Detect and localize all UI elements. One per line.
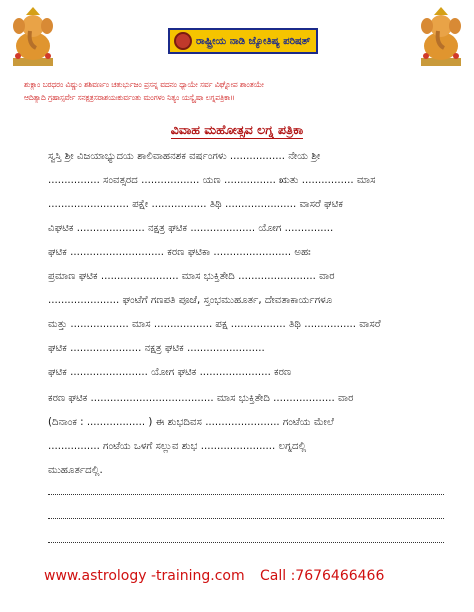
form-line: ......................... ಪಕ್ಷೇ ................. ತಿಥಿ ...................... ವಾಸರೆ ಘಟಿಕ xyxy=(48,199,343,210)
blank-dotted-line xyxy=(48,542,444,543)
page-heading xyxy=(0,122,474,138)
form-line: ಪ್ರಮಾಣ ಘಟಿಕ ........................ ಮಾಸ ಭುಕ್ತಿತೇದಿ ........................ ವಾರ xyxy=(48,271,335,282)
footer-phone: Call :7676466466 xyxy=(260,568,385,584)
blank-dotted-line xyxy=(48,518,444,519)
seal-icon xyxy=(174,32,192,50)
ganesha-image-left xyxy=(8,6,58,68)
footer-website: www.astrology -training.com xyxy=(44,568,245,584)
form-line: ಮತ್ತು .................. ಮಾಸ .................. ಪಕ್ಷ ................. ತಿಥಿ ................ ವಾಸರೆ xyxy=(48,319,381,330)
ganesha-image-right xyxy=(416,6,466,68)
form-line: ವಿಘಟಿಕ ..................... ನಕ್ಷತ್ರ ಘಟಿಕ .................... ಯೋಗ ............... xyxy=(48,223,334,234)
form-line: ಘಟಿಕ ............................. ಕರಣ ಘಟಿಕಾ ........................ ಅಹಃ xyxy=(48,247,311,258)
blank-dotted-line xyxy=(48,494,444,495)
form-line: ಮುಹೂರ್ತದಲ್ಲಿ. xyxy=(48,465,103,476)
prayer-line-1: ಶುಕ್ಲಾಂ ಬರಧರಂ ವಿಷ್ಣುಂ ಶಶಿವರ್ಣಂ ಚತುರ್ಭುಜಂ ಪ್ರಸನ್ನ ವದನಂ ಧ್ಯಾಯೇ ಸರ್ವ ವಿಘ್ನೋಪ ಶಾಂತಯೇ xyxy=(24,80,264,89)
prayer-line-2: ಆದಿತ್ಯಾದಿ ಗ್ರಹಾಸ್ಸರ್ವೇ ಸನಕ್ಷತ್ರಸರಾಶಯಃಕುರ್ವಂತು ಮಂಗಳಂ ನಿತ್ಯಂ ಯಸ್ಯೈಷಾ ಲಗ್ನಪತ್ರಿಕಾ॥ xyxy=(24,93,235,102)
heading-text: ವಿವಾಹ ಮಹೋತ್ಸವ ಲಗ್ನ ಪತ್ರಿಕಾ xyxy=(170,122,304,137)
form-line: ಘಟಿಕ ........................ ಯೋಗ ಘಟಿಕ ...................... ಕರಣ xyxy=(48,367,292,378)
form-line: ................ ಗಂಟೆಯ ಒಳಗೆ ಸಲ್ಲುವ ಶುಭ ....................... ಲಗ್ನದಲ್ಲಿ xyxy=(48,441,307,452)
form-line: (ದಿನಾಂಕ : .................. ) ಈ ಶುಭದಿವಸ ....................... ಗಂಟೆಯ ಮೇಲೆ xyxy=(48,417,334,428)
form-line: ................ ಸಂವತ್ಸರದ .................. ಯಣ ................ ಋತು ................ ಮಾಸ xyxy=(48,175,376,186)
organization-banner xyxy=(168,28,318,54)
form-line: ಘಟಿಕ ...................... ನಕ್ಷತ್ರ ಘಟಿಕ ........................ xyxy=(48,343,265,354)
form-line: ಸ್ವಸ್ತಿ ಶ್ರೀ ವಿಜಯಾಭ್ಯುದಯ ಶಾಲಿವಾಹನಶಕ ವರ್ಷಂಗಳು ................. ನೇಯ ಶ್ರೀ xyxy=(48,151,321,162)
banner-title: ರಾಷ್ಟ್ರೀಯ ನಾಡಿ ಜ್ಯೋತಿಷ್ಯ ಪರಿಷತ್ xyxy=(196,35,311,47)
form-line: ...................... ಘಂಟೆಗೆ ಗಣಪತಿ ಪೂಜೆ, ಸ್ತಂಭಮುಹೂರ್ತ, ದೇವತಾಕಾರ್ಯಗಳೂ xyxy=(48,295,333,306)
form-line: ಕರಣ ಘಟಿಕ ...................................... ಮಾಸ ಭುಕ್ತಿತೇದಿ ................... ವಾರ xyxy=(48,393,354,404)
